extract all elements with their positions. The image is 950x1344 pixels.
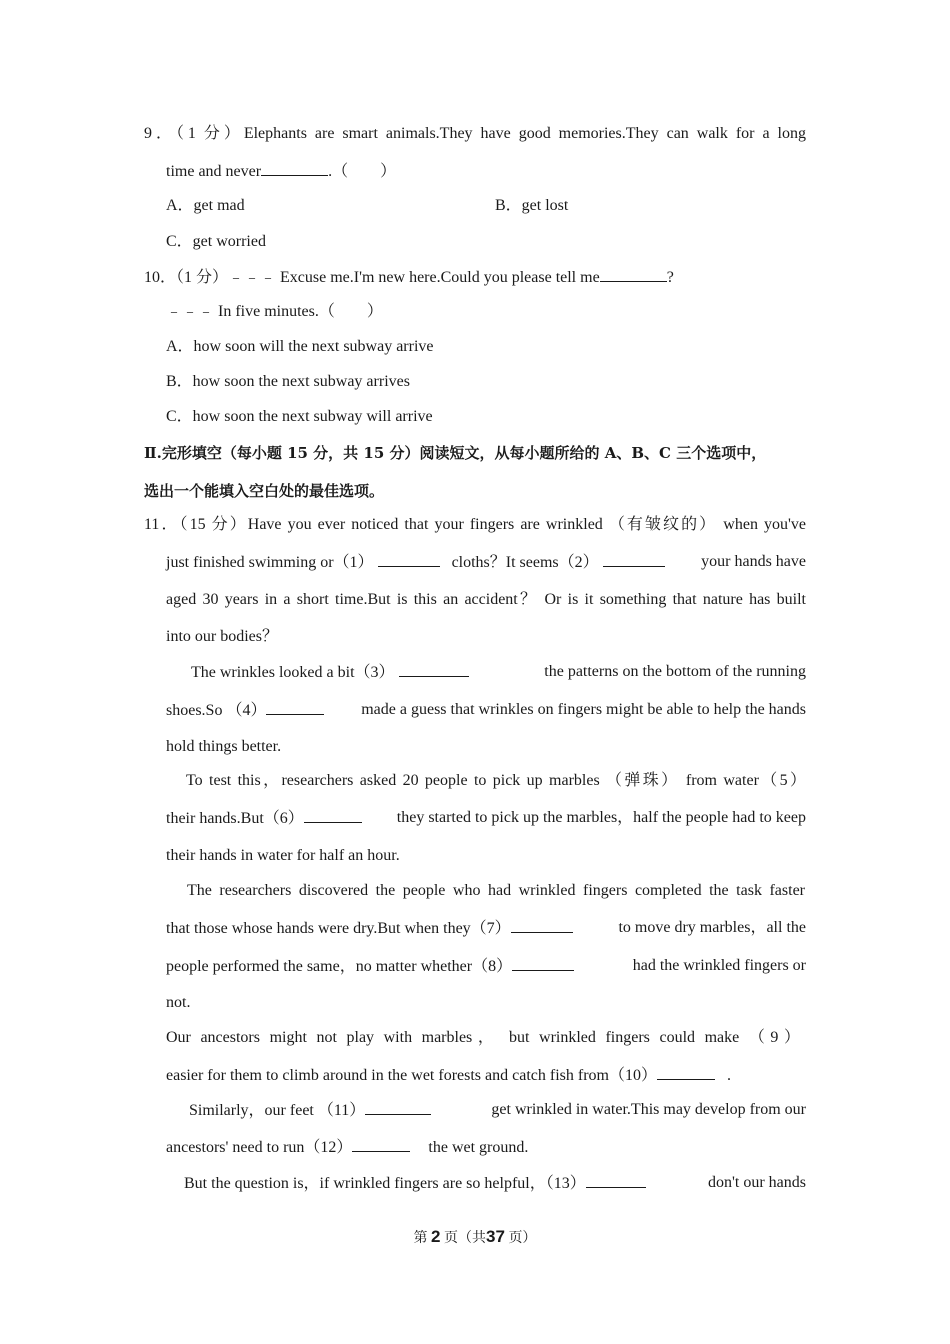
q9-stem-line1: 9．（1 分）Elephants are smart animals.They have good memories.They can walk for a long bbox=[144, 125, 806, 142]
cloze-blank-1 bbox=[378, 552, 440, 567]
q11-line-4: into our bodies？ bbox=[166, 628, 278, 645]
page-number: 2 bbox=[431, 1227, 441, 1246]
q11-line-9: their hands.But（6） they started to pick up the marbles，half the people had to keep bbox=[166, 809, 806, 827]
cloze-blank-13 bbox=[586, 1173, 646, 1188]
q11-line-1: 11．（15 分）Have you ever noticed that your fingers are wrinkled （有皱纹的） when you've bbox=[144, 516, 806, 533]
cloze-blank-3 bbox=[399, 662, 469, 677]
q9-stem-line2: time and never .（ ） bbox=[166, 163, 397, 180]
q10-stem-line1: 10．（1 分）﹣﹣﹣ Excuse me.I'm new here.Could you please tell me ? bbox=[144, 269, 674, 286]
q11-line-6: shoes.So （4） made a guess that wrinkles on fingers might be able to help the hands bbox=[166, 701, 806, 719]
q11-line-17: Similarly，our feet （11） get wrinkled in water.This may develop from our bbox=[189, 1101, 806, 1119]
section-heading-line2: 选出一个能填入空白处的最佳选项。 bbox=[144, 482, 385, 500]
cloze-blank-4 bbox=[266, 700, 324, 715]
q11-line-11: The researchers discovered the people who had wrinkled fingers completed the task faster bbox=[187, 882, 805, 899]
cloze-blank-12 bbox=[352, 1137, 410, 1152]
cloze-blank-8 bbox=[512, 956, 574, 971]
q11-line-15: Our ancestors might not play with marbles， but wrinkled fingers could make （9） bbox=[166, 1029, 800, 1046]
q11-line-7: hold things better. bbox=[166, 738, 282, 755]
q11-line-3: aged 30 years in a short time.But is this an accident？ Or is it something that nature has built bbox=[166, 591, 806, 608]
section-heading-line1: Ⅱ.完形填空（每小题 15 分，共 15 分）阅读短文，从每小题所给的 A、B、C 三个选项中， bbox=[144, 444, 767, 462]
cloze-blank-10 bbox=[657, 1065, 715, 1080]
q9-option-c[interactable]: C．get worried bbox=[166, 233, 266, 250]
q11-line-14: not. bbox=[166, 994, 191, 1011]
q10-option-c[interactable]: C．how soon the next subway will arrive bbox=[166, 408, 433, 425]
q11-line-13: people performed the same，no matter whether（8） had the wrinkled fingers or bbox=[166, 957, 806, 975]
q11-line-12: that those whose hands were dry.But when they（7） to move dry marbles，all the bbox=[166, 919, 806, 937]
cloze-blank-11 bbox=[365, 1100, 431, 1115]
answer-blank bbox=[261, 161, 328, 176]
q11-line-5: The wrinkles looked a bit（3） the patterns on the bottom of the running bbox=[191, 663, 806, 681]
cloze-blank-7 bbox=[511, 918, 573, 933]
q11-line-18: ancestors' need to run（12） the wet ground. bbox=[166, 1139, 529, 1156]
page-total: 37 bbox=[486, 1227, 505, 1246]
cloze-blank-2 bbox=[603, 552, 665, 567]
q10-stem-line2: ﹣﹣﹣ In five minutes.（ ） bbox=[166, 303, 383, 320]
q11-line-19: But the question is，if wrinkled fingers are so helpful，（13） don't our hands bbox=[184, 1174, 806, 1192]
answer-blank bbox=[600, 267, 667, 282]
q10-option-b[interactable]: B．how soon the next subway arrives bbox=[166, 373, 410, 390]
q11-line-2: just finished swimming or（1） cloths？It seems（2） your hands have bbox=[166, 553, 806, 571]
q11-line-8: To test this，researchers asked 20 people to pick up marbles （弹珠） from water（5） bbox=[186, 772, 806, 789]
q11-line-10: their hands in water for half an hour. bbox=[166, 847, 400, 864]
q9-option-a[interactable]: A．get mad bbox=[166, 197, 245, 214]
q11-line-16: easier for them to climb around in the wet forests and catch fish from（10） . bbox=[166, 1067, 731, 1084]
page-footer: 第 2 页（共37 页） bbox=[413, 1227, 537, 1246]
q10-option-a[interactable]: A．how soon will the next subway arrive bbox=[166, 338, 434, 355]
q9-option-b[interactable]: B．get lost bbox=[495, 197, 569, 214]
cloze-blank-6 bbox=[304, 808, 362, 823]
